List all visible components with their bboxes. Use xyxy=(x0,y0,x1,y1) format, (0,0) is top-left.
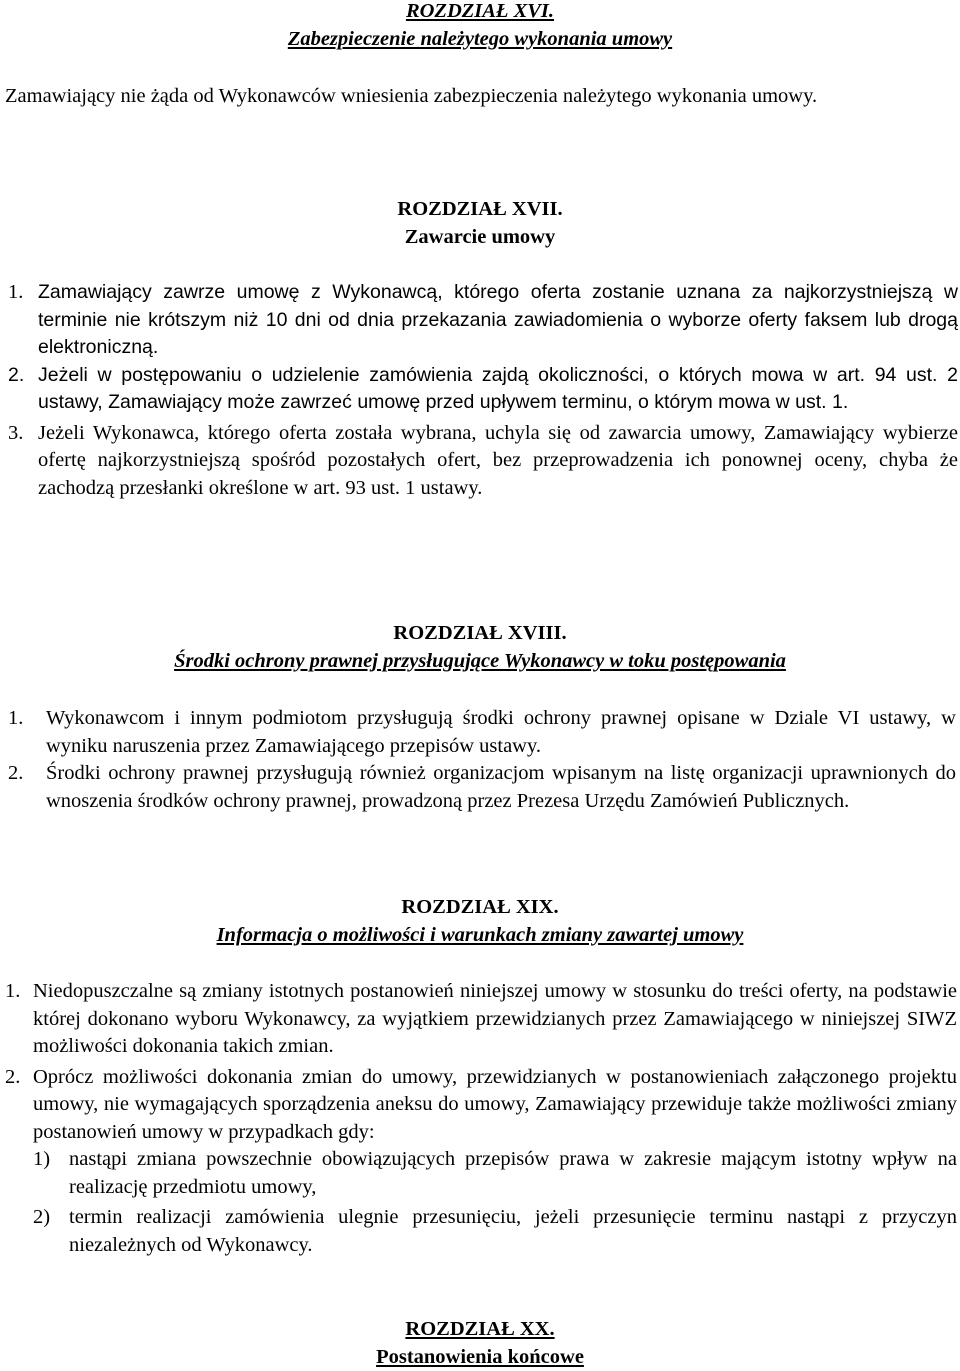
item-text: Oprócz możliwości dokonania zmian do umowy, przewidzianych w postanowieniach załączonego projektu umowy, nie wymagających sporządzenia aneksu do umowy, Zamawiający przewiduje także możliwości zmiany postanowień umowy w przypadkach gdy: xyxy=(33,1065,957,1143)
chapter-18-heading xyxy=(0,620,960,675)
chapter-16-heading xyxy=(0,0,960,53)
chapter-17-number: ROZDZIAŁ XVII. xyxy=(397,198,563,220)
list-item xyxy=(5,978,957,1061)
item-number: 1. xyxy=(8,281,24,303)
item-text: Jeżeli w postępowaniu o udzielenie zamówienia zajdą okoliczności, o których mowa w art. 94 ust. 2 ustawy, Zamawiający może zawrzeć umowę przed upływem terminu, o którym mowa w ust. 1. xyxy=(38,363,958,413)
list-item xyxy=(33,1146,957,1201)
item-number: 1) xyxy=(33,1148,51,1170)
chapter-16-number: ROZDZIAŁ XVI. xyxy=(405,0,555,22)
chapter-20-title: Postanowienia końcowe xyxy=(376,1345,584,1368)
chapter-16-text: Zamawiający nie żąda od Wykonawców wniesienia zabezpieczenia należytego wykonania umowy. xyxy=(5,85,818,107)
list-item xyxy=(8,420,958,503)
item-number: 1. xyxy=(8,707,24,729)
item-text: Wykonawcom i innym podmiotom przysługują środki ochrony prawnej opisane w Dziale VI ustawy, w wyniku naruszenia przez Zamawiającego przepisów ustawy. xyxy=(46,707,956,757)
chapter-18-number: ROZDZIAŁ XVIII. xyxy=(393,622,567,644)
chapter-19-sublist xyxy=(33,1146,957,1259)
chapter-19-number: ROZDZIAŁ XIX. xyxy=(401,896,559,918)
chapter-18-list xyxy=(8,705,956,815)
item-number: 2. xyxy=(5,1065,21,1088)
list-item xyxy=(8,760,956,815)
item-number: 2) xyxy=(33,1206,51,1228)
chapter-18-title: Środki ochrony prawnej przysługujące Wykonawcy w toku postępowania xyxy=(174,649,786,672)
chapter-17-list xyxy=(8,279,958,502)
list-item xyxy=(5,1064,957,1147)
list-item xyxy=(8,705,956,760)
chapter-20-number: ROZDZIAŁ XX. xyxy=(405,1318,555,1340)
chapter-16-title: Zabezpieczenie należytego wykonania umowy xyxy=(287,27,673,50)
list-item xyxy=(33,1204,957,1259)
item-text: Zamawiający zawrze umowę z Wykonawcą, którego oferta zostanie uznana za najkorzystniejszą w terminie nie krótszym niż 10 dni od dnia przekazania zawiadomienia o wyborze oferty faksem lub drogą elektroniczną. xyxy=(38,281,958,358)
chapter-19-heading xyxy=(0,894,960,949)
item-number: 1. xyxy=(5,980,21,1002)
chapter-17-title: Zawarcie umowy xyxy=(404,225,556,248)
item-text: Niedopuszczalne są zmiany istotnych postanowień niniejszej umowy w stosunku do treści oferty, na podstawie której dokonano wyboru Wykonawcy, za wyjątkiem przewidzianych przez Zamawiającego w niniejszej SIWZ możliwości dokonania takich zmian. xyxy=(33,980,957,1057)
item-text: Jeżeli Wykonawca, którego oferta została wybrana, uchyla się od zawarcia umowy, Zamawiający wybierze ofertę najkorzystniejszą spośród pozostałych ofert, bez przeprowadzenia ich ponownej oceny, chyba że zachodzą przesłanki określone w art. 93 ust. 1 ustawy. xyxy=(38,421,958,499)
list-item xyxy=(8,279,958,362)
list-item xyxy=(8,362,958,417)
item-text: Środki ochrony prawnej przysługują również organizacjom wpisanym na listę organizacji uprawnionych do wnoszenia środków ochrony prawnej, prowadzoną przez Prezesa Urzędu Zamówień Publicznych. xyxy=(46,762,956,812)
chapter-19-title: Informacja o możliwości i warunkach zmiany zawartej umowy xyxy=(216,923,744,946)
item-text: nastąpi zmiana powszechnie obowiązujących przepisów prawa w zakresie mającym istotny wpływ na realizację przedmiotu umowy, xyxy=(69,1148,957,1198)
item-text: termin realizacji zamówienia ulegnie przesunięciu, jeżeli przesunięcie terminu nastąpi z przyczyn niezależnych od Wykonawcy. xyxy=(69,1206,957,1256)
item-number: 2. xyxy=(8,762,24,784)
chapter-17-heading xyxy=(0,196,960,251)
chapter-20-heading xyxy=(0,1316,960,1371)
item-number: 3. xyxy=(8,421,24,444)
item-number: 2. xyxy=(8,363,25,386)
chapter-19-list xyxy=(5,978,957,1146)
